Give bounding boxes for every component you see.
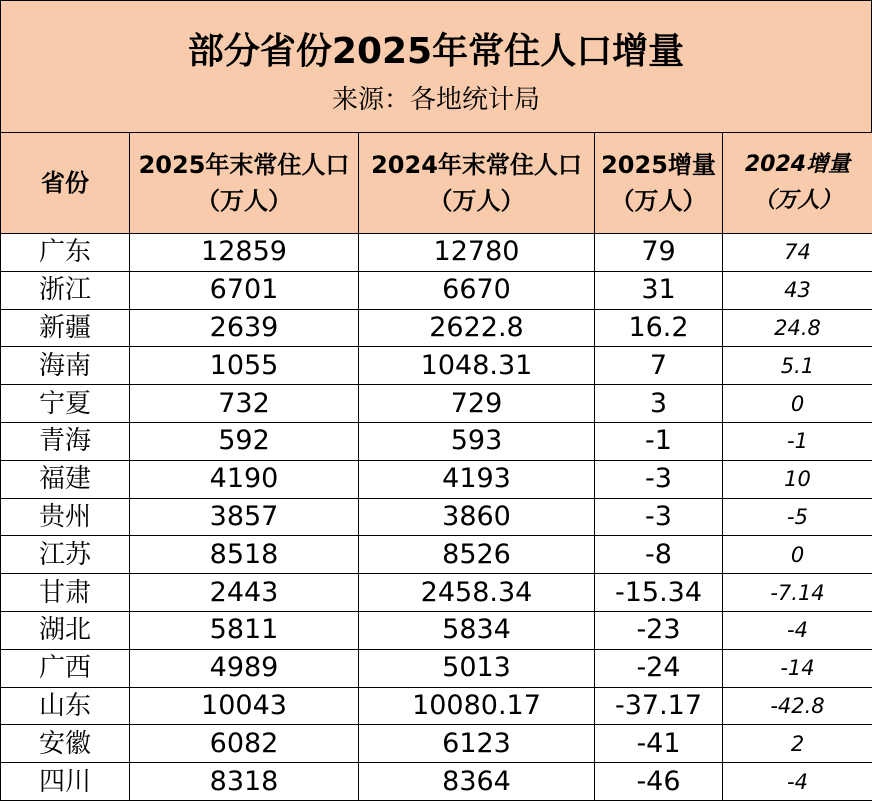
inc2025-cell: 31 xyxy=(595,271,723,309)
inc2024-cell: 0 xyxy=(723,385,872,423)
column-header-unit: （万人） xyxy=(196,187,292,215)
pop2024-cell: 5834 xyxy=(359,611,595,649)
source-subtitle: 来源：各地统计局 xyxy=(331,85,540,115)
province-cell: 福建 xyxy=(1,460,130,498)
pop2024-cell: 6670 xyxy=(359,271,595,309)
pop2024-cell: 10080.17 xyxy=(359,687,595,725)
inc2025-cell: 3 xyxy=(595,385,723,423)
province-cell: 山东 xyxy=(1,687,130,725)
table-row xyxy=(1,687,872,725)
column-header-inc2024 xyxy=(723,133,872,234)
table-row xyxy=(1,649,872,687)
table-row xyxy=(1,460,872,498)
pop2025-cell: 6082 xyxy=(130,725,359,763)
pop2025-cell: 10043 xyxy=(130,687,359,725)
column-header-pop2024 xyxy=(359,133,595,234)
inc2024-cell: 5.1 xyxy=(723,347,872,385)
pop2024-cell: 8364 xyxy=(359,763,595,801)
inc2024-cell: -1 xyxy=(723,422,872,460)
pop2025-cell: 732 xyxy=(130,385,359,423)
province-cell: 安徽 xyxy=(1,725,130,763)
inc2025-cell: -8 xyxy=(595,536,723,574)
column-header-unit: （万人） xyxy=(753,188,842,213)
pop2025-cell: 2639 xyxy=(130,309,359,347)
pop2025-cell: 8518 xyxy=(130,536,359,574)
header-row xyxy=(1,133,872,234)
column-header-inc2025 xyxy=(595,133,723,234)
pop2025-cell: 5811 xyxy=(130,611,359,649)
pop2025-cell: 2443 xyxy=(130,574,359,612)
column-header-label: 2025增量 xyxy=(601,151,716,179)
province-cell: 湖北 xyxy=(1,611,130,649)
column-header-label: 2024增量 xyxy=(744,152,851,177)
table-row xyxy=(1,763,872,801)
pop2025-cell: 592 xyxy=(130,422,359,460)
pop2025-cell: 1055 xyxy=(130,347,359,385)
table-row xyxy=(1,309,872,347)
province-cell: 四川 xyxy=(1,763,130,801)
inc2024-cell: -7.14 xyxy=(723,574,872,612)
pop2024-cell: 1048.31 xyxy=(359,347,595,385)
inc2024-cell: 0 xyxy=(723,536,872,574)
column-header-label: 2025年末常住人口 xyxy=(138,151,350,179)
inc2025-cell: -23 xyxy=(595,611,723,649)
province-cell: 江苏 xyxy=(1,536,130,574)
pop2024-cell: 12780 xyxy=(359,234,595,272)
province-cell: 广东 xyxy=(1,234,130,272)
table-row xyxy=(1,536,872,574)
province-cell: 浙江 xyxy=(1,271,130,309)
pop2024-cell: 2458.34 xyxy=(359,574,595,612)
pop2024-cell: 4193 xyxy=(359,460,595,498)
pop2025-cell: 3857 xyxy=(130,498,359,536)
inc2025-cell: 16.2 xyxy=(595,309,723,347)
province-cell: 青海 xyxy=(1,422,130,460)
table-row xyxy=(1,422,872,460)
inc2024-cell: 10 xyxy=(723,460,872,498)
province-cell: 广西 xyxy=(1,649,130,687)
table-row xyxy=(1,611,872,649)
inc2025-cell: 79 xyxy=(595,234,723,272)
province-cell: 甘肃 xyxy=(1,574,130,612)
province-cell: 宁夏 xyxy=(1,385,130,423)
page-title: 部分省份2025年常住人口增量 xyxy=(187,31,685,72)
inc2024-cell: -42.8 xyxy=(723,687,872,725)
province-cell: 贵州 xyxy=(1,498,130,536)
inc2025-cell: -3 xyxy=(595,498,723,536)
inc2025-cell: -46 xyxy=(595,763,723,801)
column-header-unit: （万人） xyxy=(428,187,525,215)
inc2025-cell: -15.34 xyxy=(595,574,723,612)
table-row xyxy=(1,347,872,385)
inc2024-cell: -5 xyxy=(723,498,872,536)
inc2024-cell: 74 xyxy=(723,234,872,272)
table-row xyxy=(1,234,872,272)
column-header-label: 2024年末常住人口 xyxy=(371,151,582,179)
inc2025-cell: -1 xyxy=(595,422,723,460)
population-table xyxy=(0,132,872,801)
inc2024-cell: -4 xyxy=(723,611,872,649)
inc2024-cell: 43 xyxy=(723,271,872,309)
pop2025-cell: 4989 xyxy=(130,649,359,687)
pop2025-cell: 12859 xyxy=(130,234,359,272)
table-row xyxy=(1,725,872,763)
column-header-unit: （万人） xyxy=(610,187,707,215)
title-block xyxy=(0,0,872,132)
table-row xyxy=(1,498,872,536)
pop2024-cell: 8526 xyxy=(359,536,595,574)
inc2024-cell: -4 xyxy=(723,763,872,801)
province-cell: 新疆 xyxy=(1,309,130,347)
inc2025-cell: -3 xyxy=(595,460,723,498)
column-header-label: 省份 xyxy=(41,169,89,197)
inc2025-cell: -24 xyxy=(595,649,723,687)
inc2025-cell: 7 xyxy=(595,347,723,385)
pop2025-cell: 6701 xyxy=(130,271,359,309)
pop2024-cell: 5013 xyxy=(359,649,595,687)
pop2024-cell: 2622.8 xyxy=(359,309,595,347)
table-row xyxy=(1,271,872,309)
pop2025-cell: 4190 xyxy=(130,460,359,498)
table-row xyxy=(1,574,872,612)
pop2024-cell: 6123 xyxy=(359,725,595,763)
pop2024-cell: 593 xyxy=(359,422,595,460)
pop2024-cell: 3860 xyxy=(359,498,595,536)
column-header-pop2025 xyxy=(130,133,359,234)
province-cell: 海南 xyxy=(1,347,130,385)
inc2024-cell: 24.8 xyxy=(723,309,872,347)
inc2025-cell: -41 xyxy=(595,725,723,763)
pop2024-cell: 729 xyxy=(359,385,595,423)
inc2024-cell: 2 xyxy=(723,725,872,763)
table-row xyxy=(1,385,872,423)
pop2025-cell: 8318 xyxy=(130,763,359,801)
inc2024-cell: -14 xyxy=(723,649,872,687)
inc2025-cell: -37.17 xyxy=(595,687,723,725)
column-header-province xyxy=(1,133,130,234)
